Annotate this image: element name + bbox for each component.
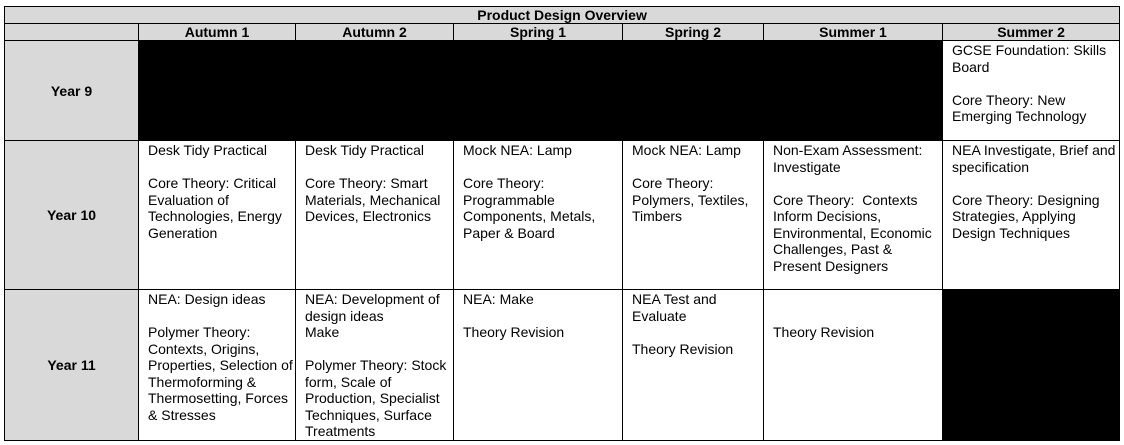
cell-text: Core Theory: Polymers, Textiles, Timbers [632,175,749,224]
year-label: Year 10 [5,141,139,290]
cell-text: NEA Test and Evaluate [632,291,717,324]
year-label: Year 11 [5,290,139,441]
cell-text: Core Theory: Designing Strategies, Applying Design Techniques [952,191,1100,241]
cell-text: Core Theory: Critical Evaluation of Technologies, Energy Generation [148,175,282,241]
table-cell [943,41,1120,141]
table-cell [139,141,296,290]
table-cell [623,141,764,290]
header-row [5,24,1120,41]
cell-text: Theory Revision [463,324,565,340]
cell-text: Desk Tidy Practical [148,142,268,158]
table-row [5,290,1120,441]
column-header: Autumn 1 [139,24,296,41]
redacted-block [139,41,943,141]
table-cell [454,141,623,290]
column-header: Summer 1 [764,24,943,41]
column-header: Autumn 2 [296,24,454,41]
cell-text: Core Theory: Programmable Components, Metals, Paper & Board [463,175,596,241]
header-empty-cell [5,24,139,41]
cell-text: Polymer Theory: Contexts, Origins, Properties, Selection of Thermoforming & Thermosetting, Forces & Stresses [148,324,293,423]
table-cell [296,290,454,441]
table-row [5,41,1120,141]
cell-text: Non-Exam Assessment: Investigate [773,142,923,175]
cell-text: Desk Tidy Practical [305,142,425,158]
table-cell [943,141,1120,290]
cell-text: NEA: Design ideas [148,291,266,307]
cell-text: Make [305,324,340,340]
cell-text: Theory Revision [773,324,875,340]
cell-text: NEA: Make [463,291,534,307]
redacted-block [943,290,1120,441]
cell-text: NEA Investigate, Brief and specification [952,142,1116,175]
column-header: Summer 2 [943,24,1120,41]
cell-text: NEA: Development of design ideas [305,291,440,324]
table-cell [296,141,454,290]
column-header: Spring 2 [623,24,764,41]
cell-text: Core Theory: New Emerging Technology [952,91,1087,124]
overview-table [4,6,1120,441]
table-row [5,141,1120,290]
year-label: Year 9 [5,41,139,141]
cell-text: Mock NEA: Lamp [463,142,572,158]
table-cell [623,290,764,441]
cell-text: Core Theory: Contexts Inform Decisions, Environmental, Economic Challenges, Past & Present Designers [773,191,936,274]
cell-text [773,291,940,308]
cell-text: GCSE Foundation: Skills Board [952,42,1107,75]
cell-text: Core Theory: Smart Materials, Mechanical Devices, Electronics [305,175,441,224]
cell-text: Polymer Theory: Stock form, Scale of Production, Specialist Techniques, Surface Treatments [305,357,447,439]
cell-text: Theory Revision [632,340,734,357]
column-header: Spring 1 [454,24,623,41]
table-title: Product Design Overview [5,7,1120,24]
overview-document [4,6,1120,441]
table-cell [764,141,943,290]
cell-text: Mock NEA: Lamp [632,142,741,158]
table-cell [764,290,943,441]
table-cell [454,290,623,441]
table-cell [139,290,296,441]
